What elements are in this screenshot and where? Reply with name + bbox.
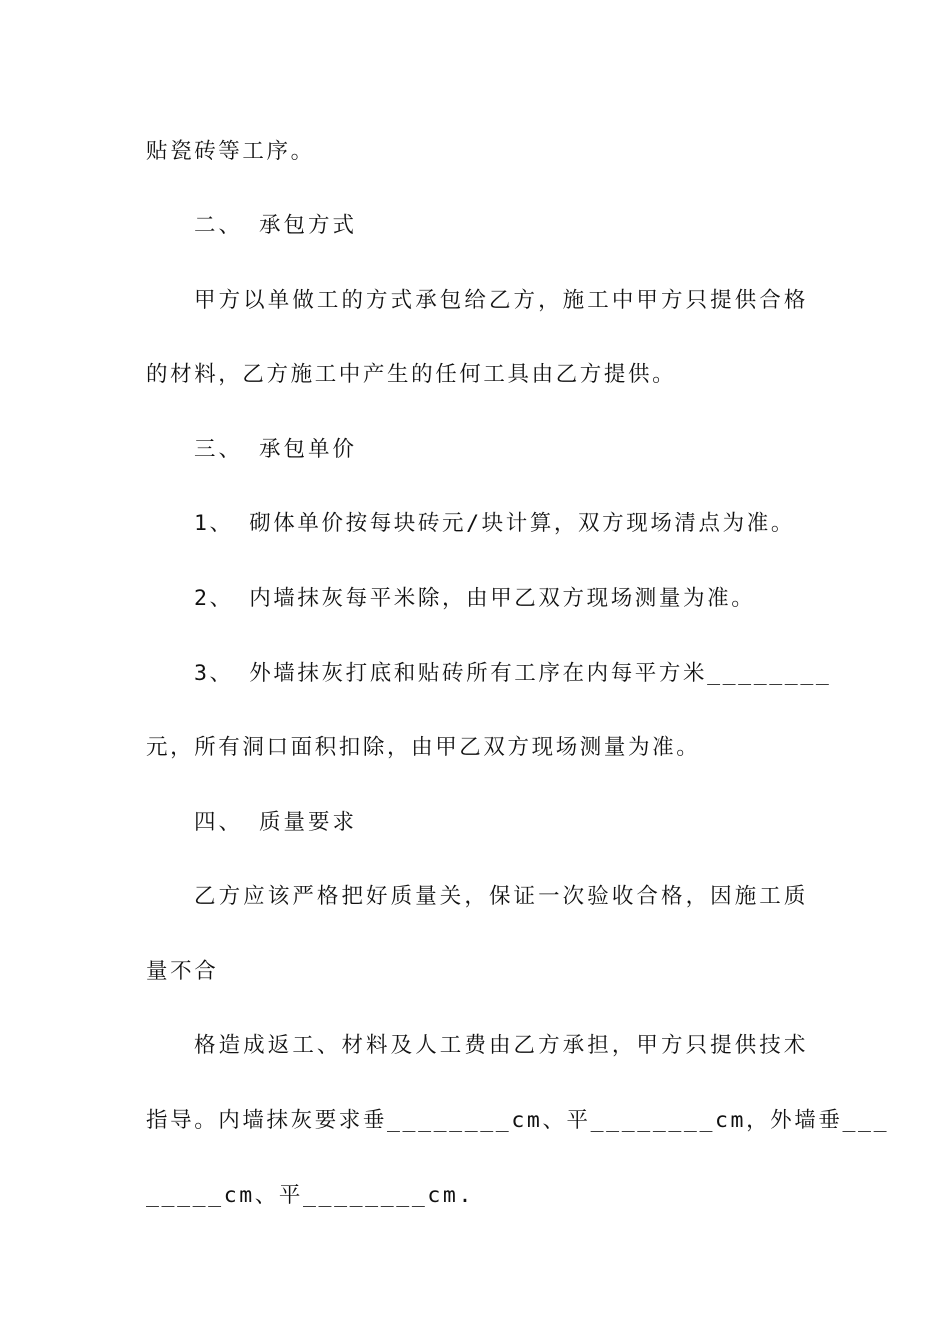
list-item-1: 1、 砌体单价按每块砖元/块计算，双方现场清点为准。 <box>194 511 795 536</box>
section-heading-3: 三、 承包单价 <box>194 437 357 462</box>
paragraph-line-12: 量不合 <box>146 959 219 984</box>
paragraph-line-4: 的材料，乙方施工中产生的任何工具由乙方提供。 <box>146 362 677 387</box>
section-heading-4: 四、 质量要求 <box>194 810 357 835</box>
list-item-3-continuation: 元，所有洞口面积扣除，由甲乙双方现场测量为准。 <box>146 735 701 760</box>
list-item-3: 3、 外墙抹灰打底和贴砖所有工序在内每平方米________ <box>194 661 832 686</box>
paragraph-line-1: 贴瓷砖等工序。 <box>146 139 315 164</box>
section-heading-2: 二、 承包方式 <box>194 213 357 238</box>
paragraph-line-11: 乙方应该严格把好质量关，保证一次验收合格，因施工质 <box>194 884 808 909</box>
paragraph-line-14: 指导。内墙抹灰要求垂________cm、平________cm，外墙垂___ <box>146 1108 890 1133</box>
paragraph-line-15: _____cm、平________cm. <box>146 1183 474 1208</box>
list-item-2: 2、 内墙抹灰每平米除，由甲乙双方现场测量为准。 <box>194 586 756 611</box>
paragraph-line-13: 格造成返工、材料及人工费由乙方承担，甲方只提供技术 <box>194 1033 808 1058</box>
paragraph-line-3: 甲方以单做工的方式承包给乙方，施工中甲方只提供合格 <box>194 288 808 313</box>
